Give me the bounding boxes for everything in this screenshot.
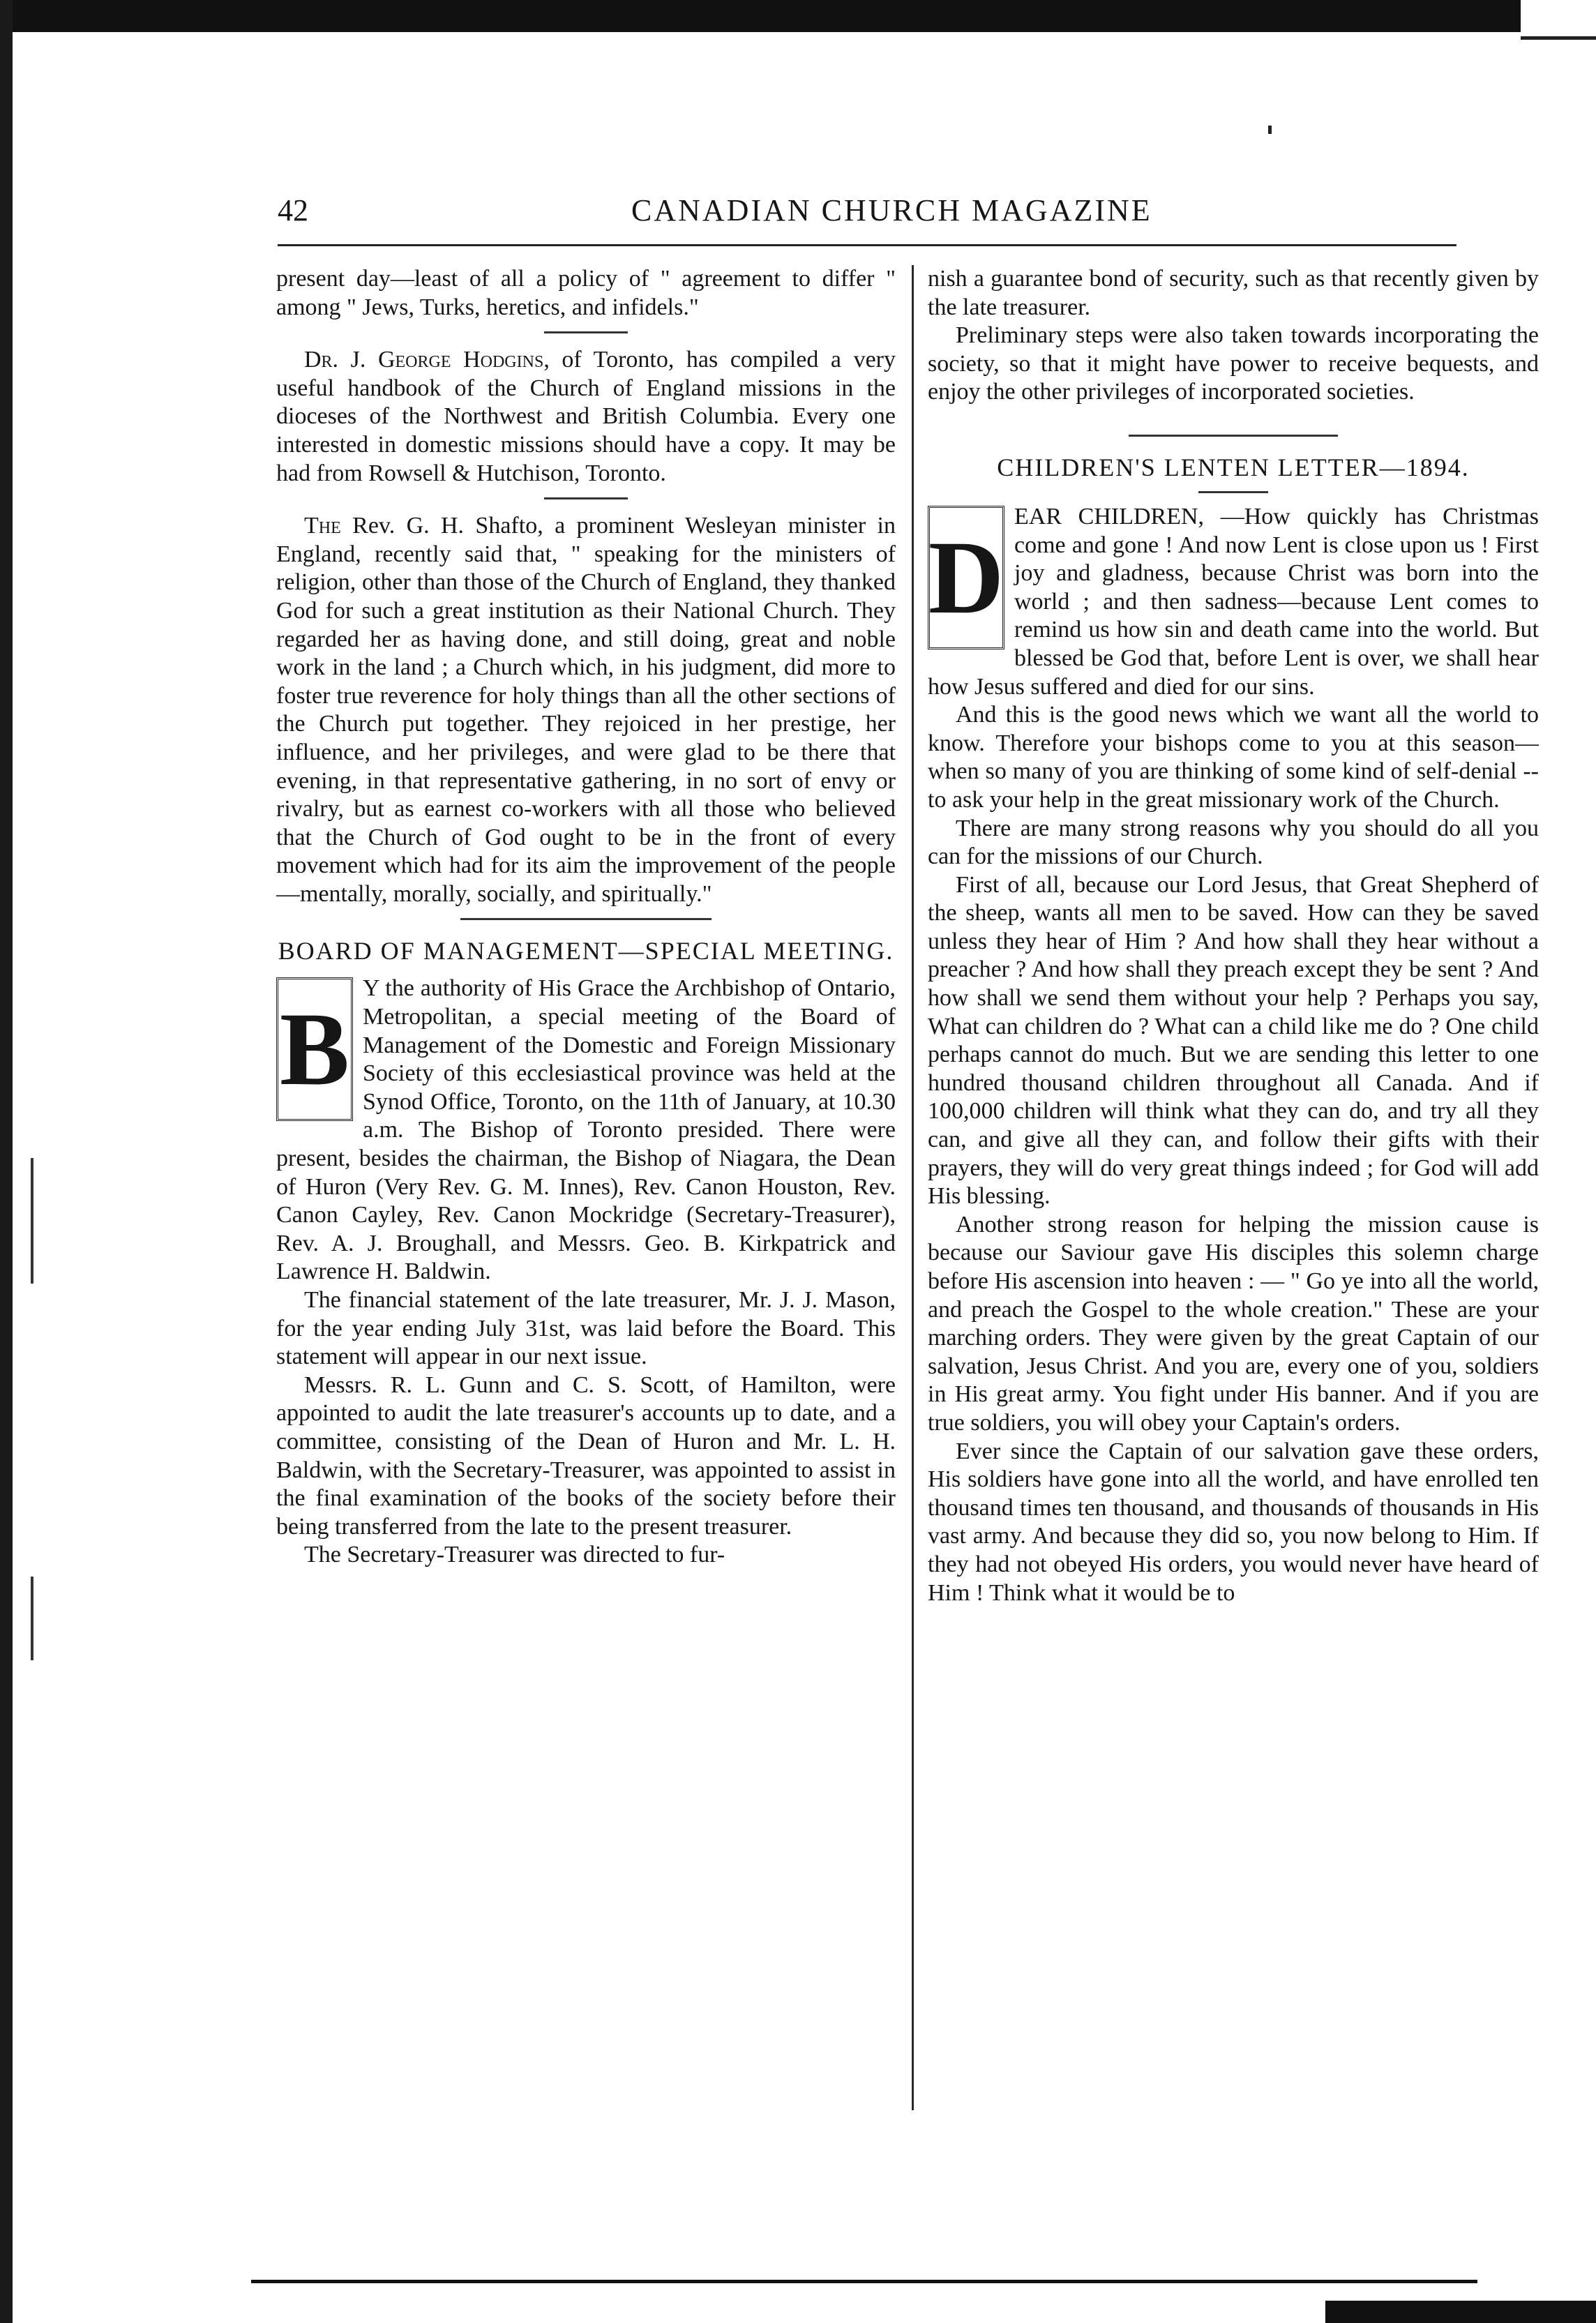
top-scan-band-tail bbox=[1521, 36, 1596, 40]
left-edge-fragment bbox=[31, 1577, 33, 1660]
shafto-lead: The bbox=[304, 513, 341, 539]
board-dropcap: B bbox=[276, 977, 353, 1121]
board-paragraph-2: The financial statement of the late treasurer, Mr. J. J. Mason, for the year ending July 31st, was laid before the Board. This statement will appear in our next issue. bbox=[276, 1287, 896, 1370]
lenten-paragraph-2: And this is the good news which we want all the world to know. Therefore your bishops come to you at this season—when so many of you are thinking of some kind of self-denial -- to ask your help in the great missionary work of the Church. bbox=[928, 702, 1539, 813]
top-scan-band bbox=[0, 0, 1521, 32]
shafto-paragraph bbox=[276, 512, 896, 908]
magazine-title: CANADIAN CHURCH MAGAZINE bbox=[631, 193, 1152, 227]
lenten-paragraph-5: Another strong reason for helping the mission cause is because our Saviour gave His disciples this solemn charge before His ascension into heaven : — " Go ye into all the world, and preach the Gospel to the whole creation." These are your marching orders. They were given by the great Captain of our salvation, Jesus Christ. And you are, every one of you, soldiers in His great army. You fight under His banner. And if you are true soldiers, you will obey your Captain's orders. bbox=[928, 1211, 1539, 1436]
stray-mark bbox=[1268, 126, 1272, 134]
hodgins-paragraph bbox=[276, 346, 896, 488]
board-heading: BOARD OF MANAGEMENT—SPECIAL MEETING. bbox=[278, 937, 894, 965]
right-column bbox=[928, 265, 1539, 2121]
lenten-paragraph-6: Ever since the Captain of our salvation gave these orders, His soldiers have gone into all the world, and have enrolled ten thousand times ten thousand, and thousands of thousands in His vast army. And because they did so, you now belong to Him. If they had not obeyed His orders, you would never have heard of Him ! Think what it would be to bbox=[928, 1438, 1539, 1606]
board-paragraph-3: Messrs. R. L. Gunn and C. S. Scott, of Hamilton, were appointed to audit the late treasurer's accounts up to date, and a committee, consisting of the Dean of Huron and Mr. L. H. Baldwin, with the Secretary-Treasurer, was appointed to assist in the final examination of the books of the society before their being transferred from the late to the present treasurer. bbox=[276, 1371, 896, 1540]
bottom-scan-band bbox=[1325, 2301, 1596, 2323]
lenten-dropcap: D bbox=[928, 506, 1004, 649]
section-rule bbox=[1129, 435, 1338, 437]
lenten-paragraph-3: There are many strong reasons why you should do all you can for the missions of our Church. bbox=[928, 815, 1539, 870]
lenten-paragraph-4: First of all, because our Lord Jesus, that Great Shepherd of the sheep, wants all men to be saved. How can they be saved unless they hear of Him ? And how shall they hear without a preacher ? And how shall they preach except they be sent ? And how shall we send them without your help ? Perhaps you say, What can children do ? What can a child like me do ? One child perhaps cannot do much. But we are sending this letter to one hundred thousand children throughout all Canada. And if 100,000 children will think what they can do, and try all they can, and give all they can, and follow their gifts with their prayers, they will do very great things indeed ; for God will add His blessing. bbox=[928, 871, 1539, 1210]
section-rule bbox=[460, 918, 712, 920]
board-paragraph-1: Y the authority of His Grace the Archbishop of Ontario, Metropolitan, a special meeting of the Board of Management of the Domestic and Foreign Missionary Society of this ecclesiastical province was held at the Synod Office, Toronto, on the 11th of January, at 10.30 a.m. The Bishop of Toronto presided. There were present, besides the chairman, the Bishop of Niagara, the Dean of Huron (Very Rev. G. M. Innes), Rev. Canon Houston, Rev. Canon Cayley, Rev. Canon Mockridge (Secretary-Treasurer), Rev. A. J. Broughall, and Messrs. Geo. B. Kirkpatrick and Lawrence H. Baldwin. bbox=[276, 975, 896, 1285]
hodgins-lead: Dr. J. George Hodgins bbox=[304, 347, 544, 373]
bottom-rule bbox=[251, 2280, 1477, 2283]
hodgins-body: , of Toronto, has compiled a very useful handbook of the Church of England missions in the dioceses of the Northwest and British Columbia. Every one interested in domestic missions should have a copy. It may be had from Rowsell & Hutchison, Toronto. bbox=[276, 347, 896, 486]
header-rule bbox=[278, 244, 1456, 246]
board-paragraph-4: The Secretary-Treasurer was directed to fur- bbox=[304, 1542, 725, 1568]
separator bbox=[544, 497, 628, 499]
intro-tail-paragraph: present day—least of all a policy of " agreement to differ " among " Jews, Turks, heretics, and infidels." bbox=[276, 266, 896, 320]
page-header bbox=[278, 193, 1191, 234]
heading-underline bbox=[1198, 491, 1268, 493]
column-divider bbox=[912, 265, 914, 2110]
separator bbox=[544, 331, 628, 333]
page-number: 42 bbox=[278, 193, 308, 227]
lenten-paragraph-1: EAR CHILDREN, —How quickly has Christmas come and gone ! And now Lent is close upon us ! First joy and gladness, because Christ was born into the world ; and then sadness—because Lent comes to remind us how sin and death came into the world. But blessed be God that, before Lent is over, we shall hear how Jesus suffered and died for our sins. bbox=[928, 503, 1539, 700]
left-column bbox=[276, 265, 896, 2121]
continuation-paragraph-2: Preliminary steps were also taken towards incorporating the society, so that it might have power to receive bequests, and enjoy the other privileges of incorporated societies. bbox=[928, 322, 1539, 405]
left-scan-edge bbox=[0, 0, 13, 2323]
continuation-paragraph-1: nish a guarantee bond of security, such as that recently given by the late treasurer. bbox=[928, 266, 1539, 320]
left-edge-fragment bbox=[31, 1158, 33, 1284]
lenten-heading: CHILDREN'S LENTEN LETTER—1894. bbox=[997, 453, 1470, 481]
shafto-body: Rev. G. H. Shafto, a prominent Wesleyan minister in England, recently said that, " speaking for the ministers of religion, other than those of the Church of England, they thanked God for such a great institution as their National Church. They regarded her as having done, and still doing, great and noble work in the land ; a Church which, in his judgment, did more to foster true reverence for holy things than all the other sections of the Church put together. They rejoiced in her prestige, her influence, and her privileges, and were glad to be there that evening, in that representative gathering, in no sort of envy or rivalry, but as earnest co-workers with all those who believed that the Church of God ought to be in the front of every movement which had for its aim the improvement of the people—mentally, morally, socially, and spiritually." bbox=[276, 513, 896, 907]
